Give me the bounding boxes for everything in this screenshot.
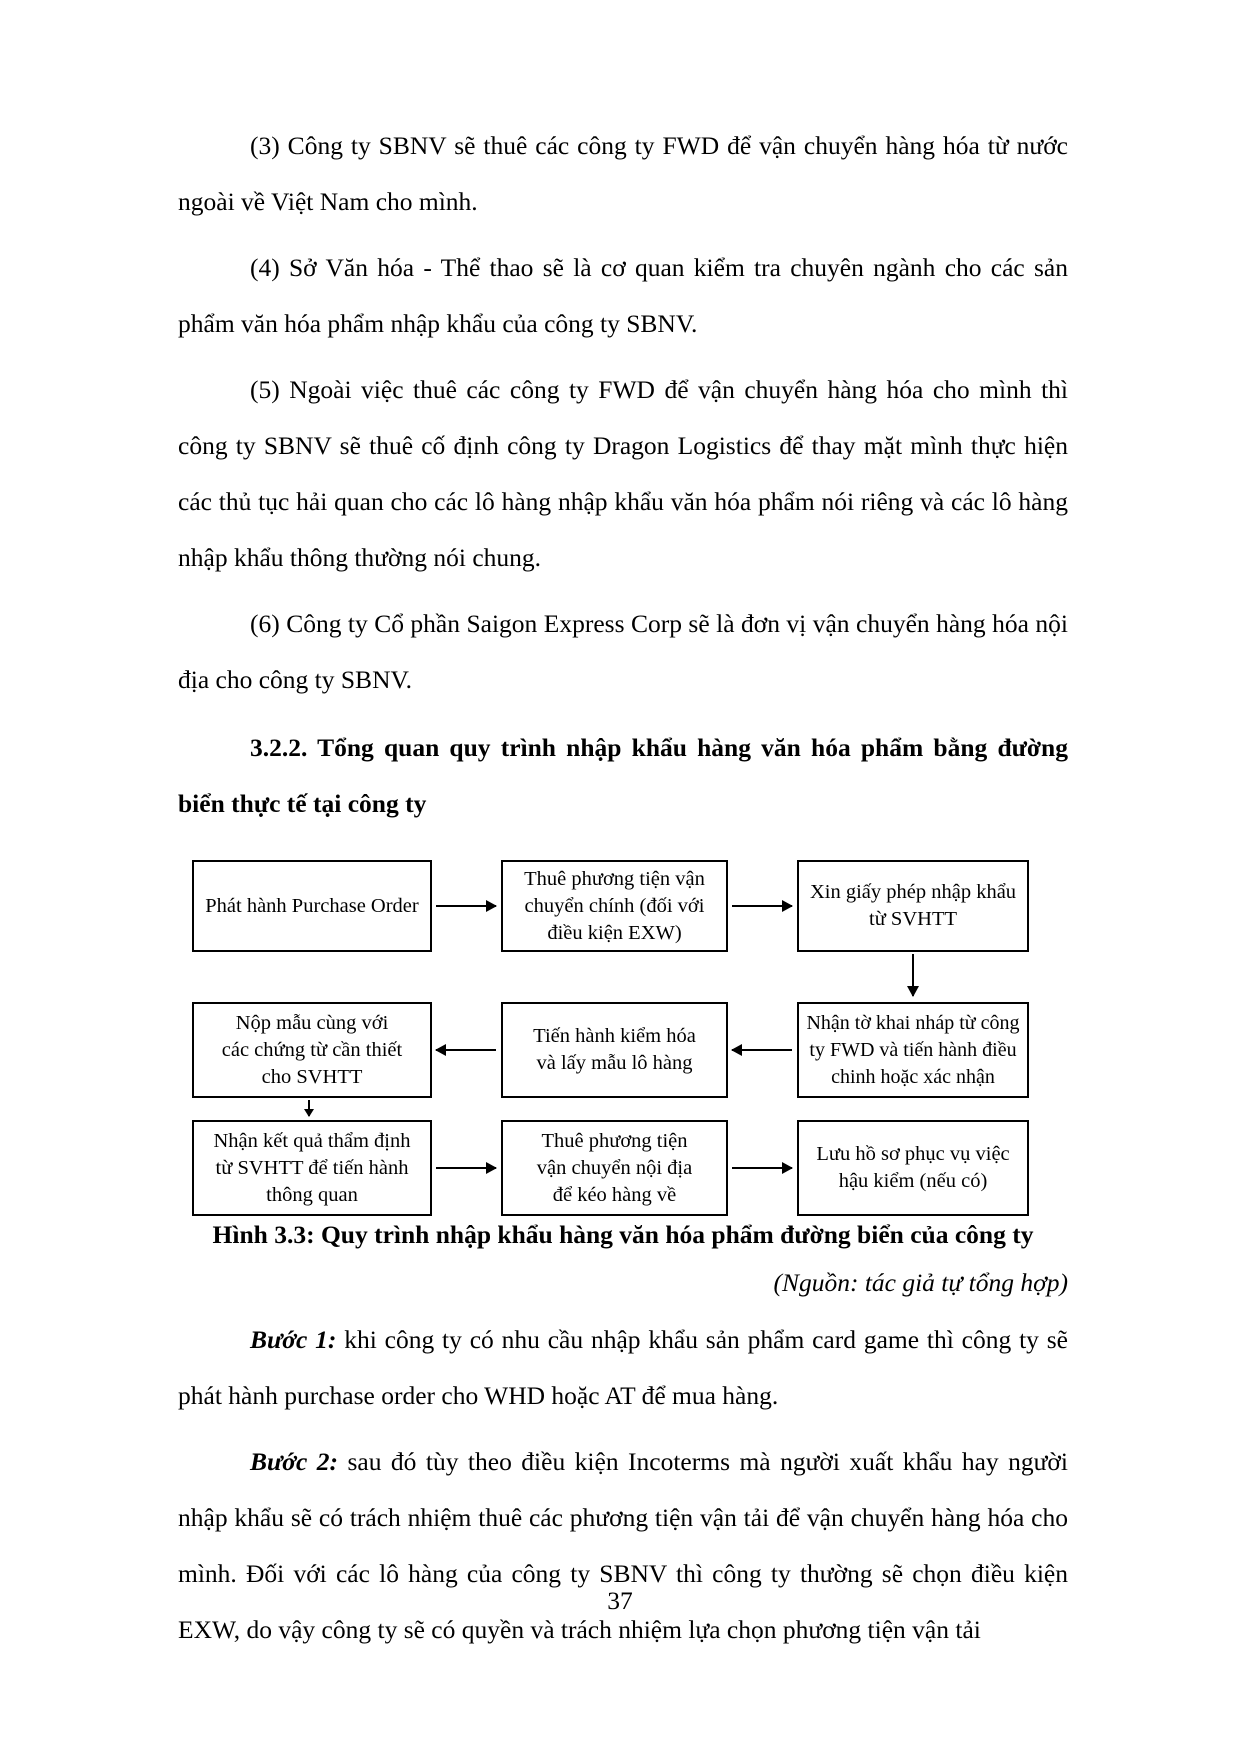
flow-box-6 xyxy=(192,1002,432,1098)
flow-box-2-line-3: điều kiện EXW) xyxy=(547,921,682,944)
paragraph-5: (5) Ngoài việc thuê các công ty FWD để vận chuyển hàng hóa cho mình thì công ty SBNV sẽ thuê cố định công ty Dragon Logistics để thay mặt mình thực hiện các thủ tục hải quan cho các lô hàng nhập khẩu văn hóa phẩm nói riêng và các lô hàng nhập khẩu thông thường nói chung. xyxy=(178,375,1068,572)
flow-box-2-line-1: Thuê phương tiện vận xyxy=(524,867,705,890)
flow-arrow-7-to-8 xyxy=(436,1167,496,1169)
flow-box-9-line-2: hậu kiểm (nếu có) xyxy=(838,1170,988,1192)
flow-box-4-line-1: Nhận tờ khai nháp từ công xyxy=(806,1011,1020,1034)
flowchart-import-process xyxy=(186,854,1020,1206)
flow-box-6-line-1: Nộp mẫu cùng với xyxy=(235,1011,389,1034)
step-2-paragraph xyxy=(178,1434,1068,1658)
figure-source: (Nguồn: tác giả tự tổng hợp) xyxy=(773,1268,1068,1297)
flow-box-5-line-1: Tiến hành kiểm hóa xyxy=(533,1025,696,1047)
figure-caption: Hình 3.3: Quy trình nhập khẩu hàng văn hóa phẩm đường biển của công ty xyxy=(212,1220,1034,1249)
flow-box-8-line-1: Thuê phương tiện xyxy=(541,1129,688,1152)
flow-box-1 xyxy=(192,860,432,952)
flow-box-8-line-2: vận chuyển nội địa xyxy=(536,1156,693,1179)
step-1-text: khi công ty có nhu cầu nhập khẩu sản phẩm card game thì công ty sẽ phát hành purchase order cho WHD hoặc AT để mua hàng. xyxy=(178,1325,1068,1410)
paragraph-6: (6) Công ty Cổ phần Saigon Express Corp sẽ là đơn vị vận chuyển hàng hóa nội địa cho công ty SBNV. xyxy=(178,609,1068,694)
flow-box-3-line-1: Xin giấy phép nhập khẩu xyxy=(809,881,1017,903)
flow-box-3-line-2: từ SVHTT xyxy=(869,908,957,930)
flow-box-9-line-1: Lưu hồ sơ phục vụ việc xyxy=(816,1143,1010,1165)
flow-arrow-1-to-2 xyxy=(436,905,496,907)
flow-arrow-6-to-7 xyxy=(308,1100,310,1116)
flow-arrow-8-to-9 xyxy=(732,1167,792,1169)
flow-arrow-3-to-4 xyxy=(912,954,914,996)
flow-box-2-line-2: chuyển chính (đối với xyxy=(524,894,705,917)
flow-box-7-line-2: từ SVHTT để tiến hành xyxy=(215,1156,409,1179)
flow-box-5-line-2: và lấy mẫu lô hàng xyxy=(536,1052,693,1074)
step-1-label: Bước 1: xyxy=(250,1325,337,1354)
flow-arrow-2-to-3 xyxy=(732,905,792,907)
flow-box-4 xyxy=(797,1002,1029,1098)
flow-box-3 xyxy=(797,860,1029,952)
flow-box-7-line-3: thông quan xyxy=(266,1183,358,1206)
flow-box-9 xyxy=(797,1120,1029,1216)
paragraph-4: (4) Sở Văn hóa - Thể thao sẽ là cơ quan kiểm tra chuyên ngành cho các sản phẩm văn hóa phẩm nhập khẩu của công ty SBNV. xyxy=(178,253,1068,338)
paragraph-3: (3) Công ty SBNV sẽ thuê các công ty FWD để vận chuyển hàng hóa từ nước ngoài về Việt Nam cho mình. xyxy=(178,131,1068,216)
flow-box-1-line-1: Phát hành Purchase Order xyxy=(205,894,419,917)
flow-box-6-line-2: các chứng từ cần thiết xyxy=(221,1038,403,1061)
flow-box-7-line-1: Nhận kết quả thẩm định xyxy=(213,1129,411,1152)
flow-box-7 xyxy=(192,1120,432,1216)
flow-box-4-line-2: ty FWD và tiến hành điều xyxy=(809,1038,1017,1061)
step-1-paragraph xyxy=(178,1312,1068,1424)
flow-box-6-line-3: cho SVHTT xyxy=(261,1065,363,1088)
flow-box-2 xyxy=(501,860,728,952)
flow-box-4-line-3: chinh hoặc xác nhận xyxy=(831,1065,995,1088)
flow-arrow-4-to-5 xyxy=(732,1049,792,1051)
step-2-text: sau đó tùy theo điều kiện Incoterms mà người xuất khẩu hay người nhập khẩu sẽ có trách nhiệm thuê các phương tiện vận tải để vận chuyển hàng hóa cho mình. Đối với các lô hàng của công ty SBNV thì công ty thường sẽ chọn điều kiện EXW, do vậy công ty sẽ có quyền và trách nhiệm lựa chọn phương tiện vận tải xyxy=(178,1447,1068,1644)
section-heading-3-2-2: 3.2.2. Tổng quan quy trình nhập khẩu hàng văn hóa phẩm bằng đường biển thực tế tại công ty xyxy=(178,733,1068,818)
flow-box-8-line-3: để kéo hàng về xyxy=(552,1183,677,1206)
page-number: 37 xyxy=(607,1586,633,1615)
flow-box-5 xyxy=(501,1002,728,1098)
flow-arrow-5-to-6 xyxy=(436,1049,496,1051)
flow-box-8 xyxy=(501,1120,728,1216)
step-2-label: Bước 2: xyxy=(250,1447,338,1476)
